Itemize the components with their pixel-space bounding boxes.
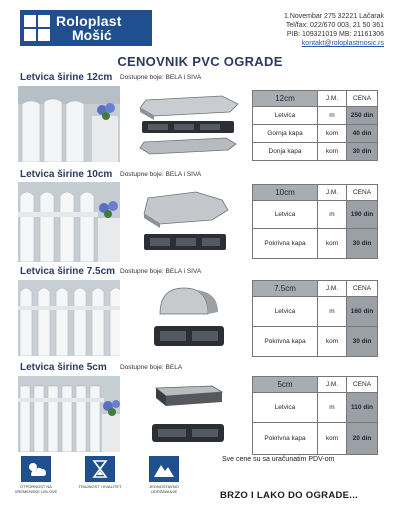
row-name: Gornja kapa [253,125,318,143]
row-name: Letvica [253,107,318,125]
fence-photo-7-5cm [18,280,120,356]
row-price: 40 din [347,125,378,143]
row-price: 30 din [347,229,378,259]
badge-weather [14,456,58,494]
size-header: 10cm [253,185,318,201]
row-jm: kom [318,229,347,259]
row-jm: kom [318,327,347,357]
row-jm: m [318,393,347,423]
email-link[interactable]: kontakt@roloplastmosic.rs [301,40,384,47]
row-price: 30 din [347,143,378,161]
row-name: Pokrivna kapa [253,423,318,455]
row-jm: m [318,297,347,327]
jm-header: J.M. [318,185,347,201]
jm-header: J.M. [318,281,347,297]
slogan: BRZO I LAKO DO OGRADE... [220,490,359,501]
fence-photo-12cm [18,86,120,162]
section-colors-12cm: Dostupne boje: BELA i SIVA [120,74,202,81]
row-price: 250 din [347,107,378,125]
row-price: 30 din [347,327,378,357]
logo-line-1: Roloplast [56,13,122,29]
badge-label: OTPORNOST NA VREMENSKE USLOVE [14,484,58,494]
row-name: Donja kapa [253,143,318,161]
row-price: 190 din [347,201,378,229]
section-colors-10cm: Dostupne boje: BELA i SIVA [120,171,202,178]
row-name: Pokrivna kapa [253,327,318,357]
company-logo [20,10,152,46]
fence-photo-10cm [18,182,120,262]
size-header: 7.5cm [253,281,318,297]
section-title-5cm: Letvica širine 5cm [20,362,107,373]
logo-grid-icon [24,15,50,41]
product-image-12cm [126,88,244,160]
jm-header: J.M. [318,91,347,107]
section-title-10cm: Letvica širine 10cm [20,169,113,180]
section-colors-5cm: Dostupne boje: BELA [120,364,183,371]
row-jm: kom [318,423,347,455]
row-name: Letvica [253,297,318,327]
badge-label: TRAJNOST I KVALITET [78,484,122,489]
cena-header: CENA [347,185,378,201]
row-jm: kom [318,125,347,143]
row-price: 160 din [347,297,378,327]
cena-header: CENA [347,281,378,297]
badge-durability [78,456,122,489]
contact-block [284,12,384,48]
section-title-7-5cm: Letvica širine 7.5cm [20,266,116,277]
weather-icon [21,456,51,482]
row-name: Pokrivna kapa [253,229,318,259]
fence-photo-5cm [18,376,120,452]
logo-line-2: Mošić [72,27,112,43]
address: 1.Novembar 275 32221 Lačarak [283,13,384,20]
product-image-5cm [126,378,244,452]
vat-note: Sve cene su sa uračunatim PDV-om [222,456,335,463]
product-image-10cm [126,184,244,260]
row-jm: kom [318,143,347,161]
price-table-5cm [252,376,378,455]
price-table-7-5cm [252,280,378,357]
cena-header: CENA [347,91,378,107]
jm-header: J.M. [318,377,347,393]
row-name: Letvica [253,393,318,423]
size-header: 12cm [253,91,318,107]
tax-ids: PIB: 109321019 MB: 21161306 [286,31,384,38]
product-image-7-5cm [126,282,244,356]
row-jm: m [318,201,347,229]
mountain-icon [149,456,179,482]
price-table-10cm [252,184,378,259]
row-jm: m [318,107,347,125]
cena-header: CENA [347,377,378,393]
size-header: 5cm [253,377,318,393]
row-price: 110 din [347,393,378,423]
hourglass-icon [85,456,115,482]
price-table-12cm [252,90,378,161]
row-price: 20 din [347,423,378,455]
section-title-12cm: Letvica širine 12cm [20,72,113,83]
phone: Tel/fax: 022/670 003, 21 50 361 [285,22,384,29]
badge-maintenance [142,456,186,494]
section-colors-7-5cm: Dostupne boje: BELA i SIVA [120,268,202,275]
badge-label: JEDNOSTAVNO ODRŽAVANJE [149,484,179,494]
page-title: CENOVNIK PVC OGRADE [117,54,283,69]
row-name: Letvica [253,201,318,229]
